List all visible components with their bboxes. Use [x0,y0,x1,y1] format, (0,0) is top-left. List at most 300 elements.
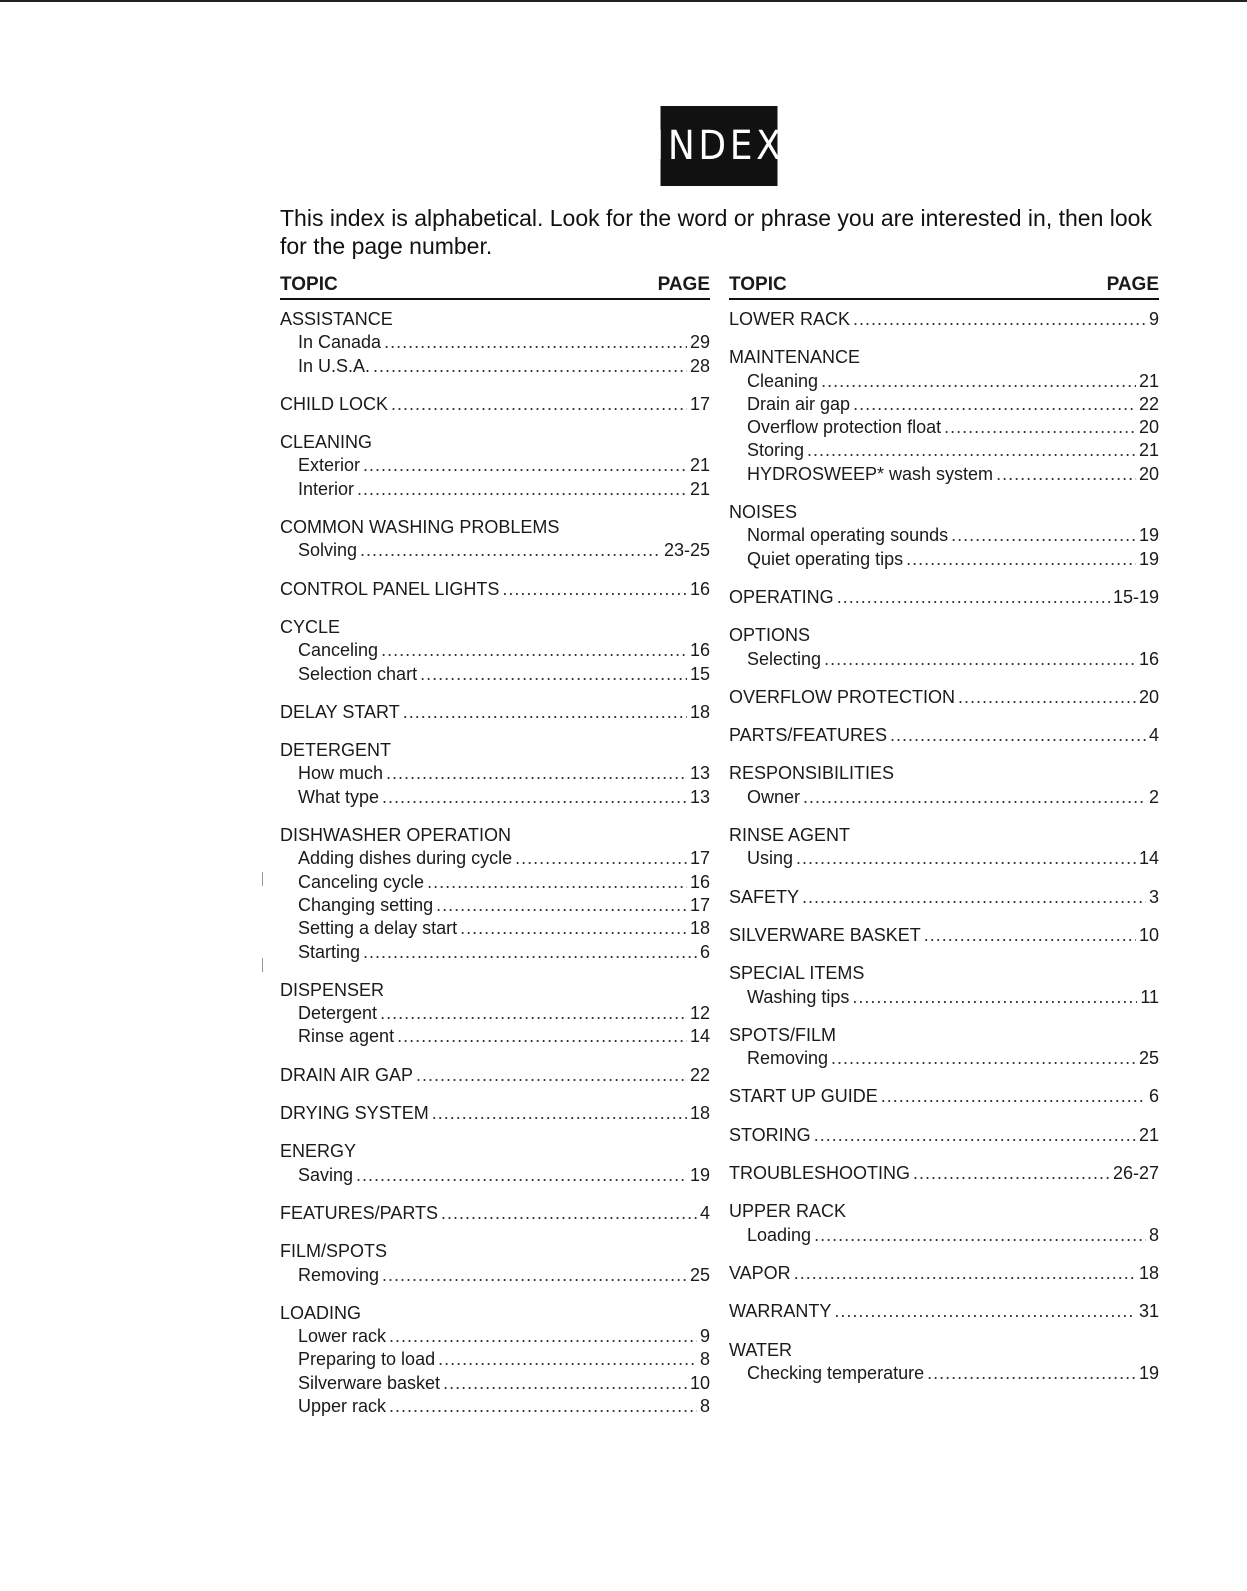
index-group [280,1202,710,1225]
index-subentry [729,847,1159,870]
index-group [729,686,1159,709]
entry-topic: Removing [747,1048,829,1069]
topic-header: TOPIC [729,274,787,295]
index-entry [729,1339,1159,1362]
entry-page: 18 [689,1103,710,1124]
entry-topic: RESPONSIBILITIES [729,763,895,784]
entry-topic: CLEANING [280,432,373,453]
entry-page: 16 [689,871,710,892]
index-subentry [729,370,1159,393]
dot-leader [924,924,1136,947]
index-entry [729,586,1159,609]
index-entries-right [729,308,1159,1385]
index-entry [729,762,1159,785]
entry-topic: Selecting [747,648,822,669]
index-group [729,1262,1159,1285]
entry-page: 18 [689,701,710,722]
dot-leader [834,1300,1136,1323]
entry-topic: DELAY START [280,701,400,722]
dot-leader [821,370,1136,393]
dot-leader [357,478,687,501]
index-subentry [280,1395,710,1418]
dot-leader [441,1202,697,1225]
index-group [729,1024,1159,1071]
dot-leader [438,1348,697,1371]
dot-leader [852,986,1137,1009]
entry-topic: In Canada [298,332,382,353]
index-entry [280,824,710,847]
entry-topic: COMMON WASHING PROBLEMS [280,517,560,538]
entry-page: 6 [699,941,710,962]
index-group [729,762,1159,809]
entry-topic: Overflow protection float [747,417,942,438]
margin-mark [262,958,263,972]
index-subentry [280,539,710,562]
index-group [280,1240,710,1287]
dot-leader [814,1224,1146,1247]
entry-page: 9 [699,1326,710,1347]
index-subentry [280,1264,710,1287]
index-entry [729,686,1159,709]
entry-page: 21 [1138,440,1159,461]
entry-page: 20 [1138,417,1159,438]
entry-topic: Quiet operating tips [747,548,904,569]
entry-topic: TROUBLESHOOTING [729,1163,911,1184]
entry-page: 21 [689,455,710,476]
entry-topic: How much [298,763,384,784]
dot-leader [927,1362,1136,1385]
index-subentry [280,786,710,809]
entry-page: 3 [1148,886,1159,907]
entry-topic: SILVERWARE BASKET [729,924,921,945]
dot-leader [803,786,1146,809]
index-subentry [280,454,710,477]
entry-page: 10 [689,1372,710,1393]
dot-leader [996,463,1136,486]
dot-leader [386,762,687,785]
entry-topic: Adding dishes during cycle [298,848,513,869]
dot-leader [389,1395,697,1418]
entry-topic: PARTS/FEATURES [729,725,888,746]
entry-page: 14 [1138,848,1159,869]
topic-header: TOPIC [280,274,338,295]
index-entry [280,1302,710,1325]
entry-page: 8 [699,1349,710,1370]
dot-leader [807,439,1136,462]
index-entry [280,1102,710,1125]
entry-topic: CHILD LOCK [280,393,389,414]
index-entry [729,724,1159,747]
index-group [280,1140,710,1187]
index-entry [729,501,1159,524]
page-header: PAGE [657,274,710,295]
entry-topic: LOWER RACK [729,309,851,329]
dot-leader [951,524,1136,547]
index-entry [729,1124,1159,1147]
index-entry [280,1140,710,1163]
entry-page: 23-25 [663,540,710,561]
page-header: PAGE [1106,274,1159,295]
entry-topic: VAPOR [729,1262,791,1283]
entry-topic: Solving [298,540,358,561]
entry-topic: OVERFLOW PROTECTION [729,686,956,707]
index-entry [729,308,1159,331]
entry-page: 19 [1138,1362,1159,1383]
index-group [280,516,710,563]
entry-page: 4 [1148,725,1159,746]
index-entry [280,393,710,416]
entry-topic: HYDROSWEEP* wash system [747,463,994,484]
entry-topic: RINSE AGENT [729,825,851,846]
entry-page: 22 [689,1064,710,1085]
dot-leader [397,1025,687,1048]
entry-topic: Detergent [298,1003,378,1024]
entry-page: 8 [1148,1224,1159,1245]
entry-page: 29 [689,332,710,353]
dot-leader [796,847,1136,870]
index-subentry [280,355,710,378]
entry-topic: SPECIAL ITEMS [729,963,865,984]
entry-topic: UPPER RACK [729,1201,847,1222]
dot-leader [432,1102,687,1125]
index-entry [729,1200,1159,1223]
index-subentry [280,762,710,785]
dot-leader [363,454,687,477]
entry-topic: Starting [298,941,361,962]
entry-topic: SAFETY [729,886,800,907]
entry-page: 17 [689,848,710,869]
entry-page: 21 [689,478,710,499]
entry-topic: Cleaning [747,370,819,391]
entry-topic: What type [298,786,380,807]
entry-topic: ASSISTANCE [280,309,393,329]
entry-topic: CONTROL PANEL LIGHTS [280,578,500,599]
entry-page: 16 [689,578,710,599]
index-entry [280,979,710,1002]
entry-topic: DETERGENT [280,740,392,761]
dot-leader [802,886,1146,909]
index-entry [280,308,710,331]
entry-topic: Setting a delay start [298,918,458,939]
dot-leader [382,786,687,809]
entry-page: 20 [1138,463,1159,484]
index-entry [729,924,1159,947]
entry-topic: DRYING SYSTEM [280,1103,429,1124]
index-subentry [729,548,1159,571]
entry-page: 18 [689,918,710,939]
dot-leader [420,663,687,686]
index-subentry [280,663,710,686]
index-subentry [280,1002,710,1025]
entry-topic: Changing setting [298,894,434,915]
entry-page: 26-27 [1112,1163,1159,1184]
index-subentry [280,1164,710,1187]
entry-page: 17 [689,894,710,915]
dot-leader [360,539,661,562]
entry-topic: Washing tips [747,986,850,1007]
index-group [729,924,1159,947]
entry-page: 21 [1138,370,1159,391]
entry-page: 13 [689,763,710,784]
index-group [729,1339,1159,1386]
dot-leader [460,917,687,940]
entry-page: 8 [699,1395,710,1416]
entry-topic: Exterior [298,455,361,476]
index-entry [729,1300,1159,1323]
index-subentry [280,1325,710,1348]
dot-leader [380,1002,687,1025]
index-entry [280,516,710,539]
entry-topic: In U.S.A. [298,355,371,376]
index-entry [280,1240,710,1263]
intro-text: This index is alphabetical. Look for the word or phrase you are interested in, then look for the page number. [280,205,1152,259]
entry-topic: FILM/SPOTS [280,1241,388,1262]
index-group [729,624,1159,671]
index-subentry [280,1372,710,1395]
entry-topic: Using [747,848,794,869]
entry-page: 14 [689,1026,710,1047]
entry-topic: NOISES [729,502,798,523]
index-entry [280,701,710,724]
entry-topic: Lower rack [298,1326,387,1347]
page-title: INDEX [661,106,778,186]
dot-leader [837,586,1110,609]
index-group [280,1102,710,1125]
index-group [729,501,1159,571]
index-subentry [280,871,710,894]
entry-page: 10 [1138,924,1159,945]
dot-leader [384,331,687,354]
index-subentry [729,986,1159,1009]
index-entry [729,886,1159,909]
index-subentry [729,463,1159,486]
index-group [729,886,1159,909]
entry-topic: Canceling [298,640,379,661]
entry-topic: Rinse agent [298,1026,395,1047]
dot-leader [890,724,1146,747]
index-group [729,824,1159,871]
dot-leader [881,1085,1146,1108]
entry-topic: Canceling cycle [298,871,425,892]
entry-topic: DISPENSER [280,979,385,1000]
dot-leader [853,393,1136,416]
index-entry [729,962,1159,985]
index-group [729,308,1159,331]
index-group [280,824,710,964]
index-group [729,1162,1159,1185]
index-subentry [280,1025,710,1048]
index-entry [729,1162,1159,1185]
index-group [280,739,710,809]
dot-leader [443,1372,687,1395]
entry-page: 15-19 [1112,586,1159,607]
index-subentry [729,1047,1159,1070]
index-subentry [280,847,710,870]
entry-topic: Preparing to load [298,1349,436,1370]
entry-topic: Loading [747,1224,812,1245]
entry-page: 21 [1138,1124,1159,1145]
dot-leader [853,308,1146,331]
dot-leader [427,871,687,894]
index-subentry [729,524,1159,547]
entry-page: 9 [1148,309,1159,329]
entry-topic: Storing [747,440,805,461]
dot-leader [382,1264,687,1287]
entry-page: 11 [1140,986,1159,1007]
index-entry [729,346,1159,369]
index-group [729,962,1159,1009]
dot-leader [502,578,687,601]
index-group [729,586,1159,609]
entry-page: 19 [1138,525,1159,546]
dot-leader [831,1047,1136,1070]
dot-leader [515,847,687,870]
dot-leader [403,701,687,724]
entry-topic: DRAIN AIR GAP [280,1064,414,1085]
entry-page: 6 [1148,1086,1159,1107]
entry-topic: Saving [298,1164,354,1185]
index-entry [280,578,710,601]
entry-topic: Removing [298,1264,380,1285]
index-subentry [729,1224,1159,1247]
index-entries-left [280,308,710,1418]
dot-leader [814,1124,1136,1147]
index-subentry [729,393,1159,416]
index-subentry [729,416,1159,439]
index-entry [280,616,710,639]
entry-page: 28 [689,355,710,376]
entry-topic: ENERGY [280,1141,357,1162]
index-entry [280,1202,710,1225]
entry-topic: START UP GUIDE [729,1086,878,1107]
dot-leader [381,639,687,662]
index-group [280,701,710,724]
index-entry [280,739,710,762]
index-group [729,1200,1159,1247]
margin-mark [262,872,263,886]
dot-leader [389,1325,697,1348]
index-group [280,431,710,501]
entry-page: 25 [1138,1048,1159,1069]
dot-leader [906,548,1136,571]
entry-topic: Owner [747,786,801,807]
index-group [280,1302,710,1418]
index-group [729,724,1159,747]
index-group [280,1064,710,1087]
index-subentry [280,331,710,354]
index-group [280,979,710,1049]
entry-page: 2 [1148,786,1159,807]
index-entry [729,1262,1159,1285]
dot-leader [391,393,687,416]
dot-leader [373,355,687,378]
entry-topic: CYCLE [280,616,341,637]
top-rule [0,0,1247,2]
entry-page: 16 [1138,648,1159,669]
index-group [729,346,1159,486]
dot-leader [436,894,687,917]
index-entry [280,431,710,454]
index-subentry [729,1362,1159,1385]
dot-leader [794,1262,1136,1285]
entry-page: 17 [689,393,710,414]
entry-page: 15 [689,663,710,684]
index-group [729,1300,1159,1323]
entry-topic: Checking temperature [747,1362,925,1383]
dot-leader [416,1064,687,1087]
entry-topic: Upper rack [298,1395,387,1416]
index-subentry [280,478,710,501]
dot-leader [363,941,697,964]
entry-page: 12 [689,1003,710,1024]
entry-topic: STORING [729,1124,811,1145]
index-entry [729,824,1159,847]
entry-page: 4 [699,1202,710,1223]
index-column-left [280,274,710,1433]
dot-leader [356,1164,687,1187]
column-header [729,274,1159,300]
entry-page: 19 [1138,548,1159,569]
index-subentry [729,439,1159,462]
entry-page: 16 [689,640,710,661]
entry-topic: Normal operating sounds [747,525,949,546]
entry-topic: FEATURES/PARTS [280,1202,439,1223]
entry-topic: OPTIONS [729,625,811,646]
index-subentry [280,1348,710,1371]
entry-topic: MAINTENANCE [729,347,861,368]
index-entry [729,1085,1159,1108]
entry-topic: Selection chart [298,663,418,684]
index-group [729,1085,1159,1108]
index-group [280,616,710,686]
entry-topic: Drain air gap [747,393,851,414]
entry-topic: Interior [298,478,355,499]
entry-page: 18 [1138,1262,1159,1283]
entry-page: 19 [689,1164,710,1185]
entry-topic: OPERATING [729,586,834,607]
entry-topic: WARRANTY [729,1301,832,1322]
index-column-right [729,274,1159,1400]
index-entry [729,1024,1159,1047]
index-group [729,1124,1159,1147]
index-subentry [280,917,710,940]
dot-leader [824,648,1136,671]
entry-page: 22 [1138,393,1159,414]
entry-topic: Silverware basket [298,1372,441,1393]
index-group [280,578,710,601]
entry-page: 25 [689,1264,710,1285]
entry-topic: WATER [729,1339,792,1360]
entry-topic: LOADING [280,1302,362,1323]
dot-leader [913,1162,1110,1185]
index-subentry [280,894,710,917]
entry-page: 20 [1138,686,1159,707]
entry-page: 13 [689,786,710,807]
dot-leader [958,686,1136,709]
index-entry [729,624,1159,647]
entry-topic: SPOTS/FILM [729,1024,837,1045]
dot-leader [944,416,1136,439]
column-header [280,274,710,300]
index-group [280,308,710,378]
index-subentry [729,648,1159,671]
index-subentry [280,639,710,662]
index-entry [280,1064,710,1087]
entry-page: 31 [1138,1301,1159,1322]
index-group [280,393,710,416]
index-subentry [280,941,710,964]
index-subentry [729,786,1159,809]
